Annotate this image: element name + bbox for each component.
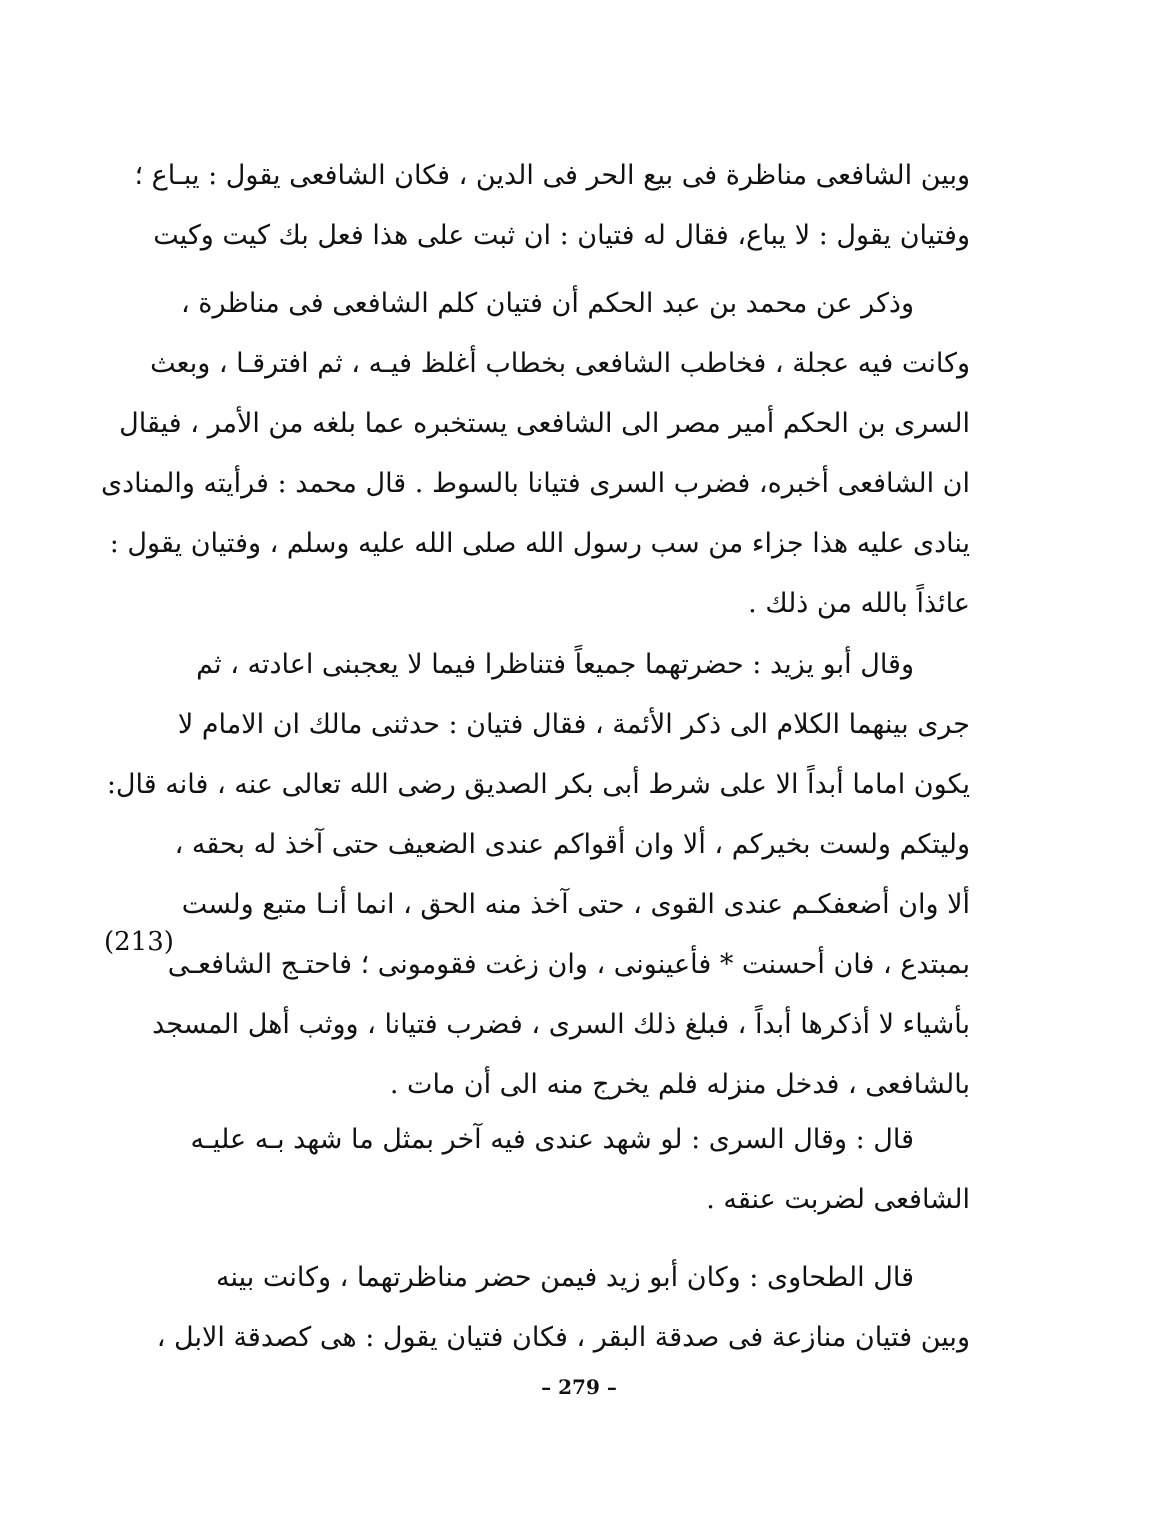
text-line: عائذاً بالله من ذلك . — [748, 588, 970, 619]
text-line: ألا وان أضعفكـم عندى القوى ، حتى آخذ منه الحق ، انما أنـا متبع ولست — [181, 889, 970, 920]
text-line: وبين الشافعى مناظرة فى بيع الحر فى الدين ، فكان الشافعى يقول : يبـاع ؛ — [134, 160, 970, 191]
text-line: وقال أبو يزيد : حضرتهما جميعاً فتناظرا فيما لا يعجبنى اعادته ، ثم — [196, 649, 914, 680]
paragraph-4 — [190, 1110, 970, 1230]
text-line: بأشياء لا أذكرها أبداً ، فبلغ ذلك السرى ، فضرب فتيانا ، ووثب أهل المسجد — [152, 1009, 970, 1040]
margin-note: (213) — [104, 927, 174, 957]
paragraph-2 — [101, 274, 970, 634]
text-line: وبين فتيان منازعة فى صدقة البقر ، فكان فتيان يقول : هى كصدقة الابل ، — [156, 1322, 970, 1353]
text-line: وفتيان يقول : لا يباع، فقال له فتيان : ان ثبت على هذا فعل بك كيت وكيت — [153, 220, 970, 251]
paragraph-1 — [134, 146, 970, 266]
text-line: وليتكم ولست بخيركم ، ألا وان أقواكم عندى الضعيف حتى آخذ له بحقه ، — [174, 829, 970, 860]
text-line: قال الطحاوى : وكان أبو زيد فيمن حضر مناظرتهما ، وكانت بينه — [216, 1262, 914, 1293]
text-line: جرى بينهما الكلام الى ذكر الأئمة ، فقال فتيان : حدثنى مالك ان الامام لا — [177, 709, 970, 740]
text-line: يكون اماما أبداً الا على شرط أبى بكر الصديق رضى الله تعالى عنه ، فانه قال: — [106, 769, 970, 800]
text-line: السرى بن الحكم أمير مصر الى الشافعى يستخبره عما بلغه من الأمر ، فيقال — [119, 408, 970, 439]
page-number: – 279 – — [541, 1375, 617, 1399]
text-line: ان الشافعى أخبره، فضرب السرى فتيانا بالسوط . قال محمد : فرأيته والمنادى — [101, 468, 970, 499]
text-line: وكانت فيه عجلة ، فخاطب الشافعى بخطاب أغلظ فيـه ، ثم افترقـا ، وبعث — [150, 348, 970, 379]
text-line: بالشافعى ، فدخل منزله فلم يخرج منه الى أن مات . — [389, 1069, 970, 1100]
paragraph-5 — [156, 1248, 970, 1368]
text-line: قال : وقال السرى : لو شهد عندى فيه آخر بمثل ما شهد بـه عليـه — [190, 1124, 914, 1155]
text-line: الشافعى لضربت عنقه . — [706, 1184, 970, 1215]
text-line: بمبتدع ، فان أحسنت * فأعينونى ، وان زغت فقومونى ؛ فاحتـج الشافعـى — [167, 949, 970, 980]
text-line: وذكر عن محمد بن عبد الحكم أن فتيان كلم الشافعى فى مناظرة ، — [181, 288, 914, 319]
text-line: ينادى عليه هذا جزاء من سب رسول الله صلى الله عليه وسلم ، وفتيان يقول : — [109, 528, 970, 559]
